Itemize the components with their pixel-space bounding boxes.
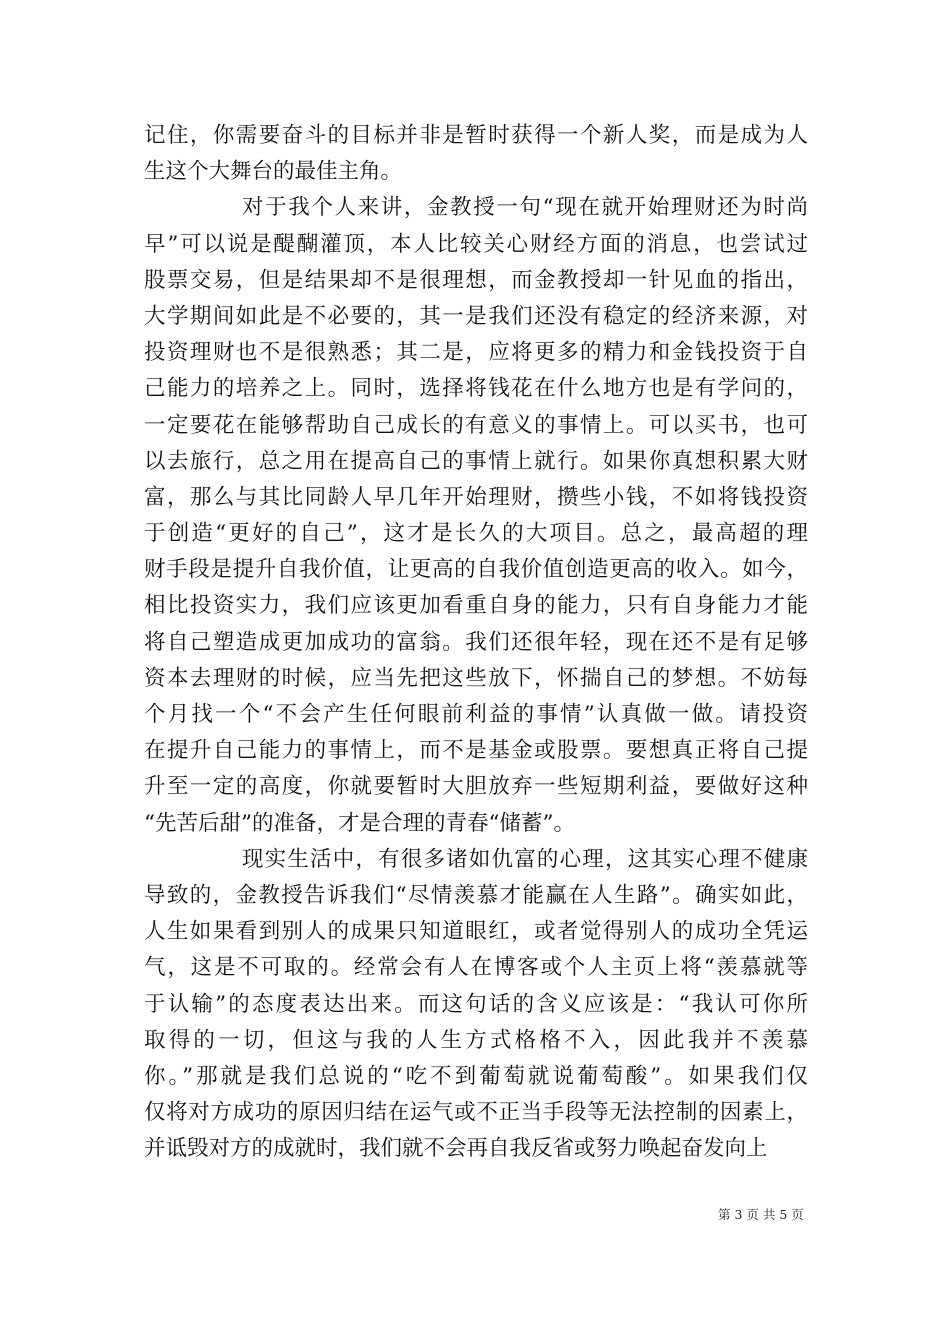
paragraph-3	[144, 842, 808, 1168]
text-line: 一定要花在能够帮助自己成长的有意义的事情上。可以买书，也可	[144, 412, 808, 438]
text-line: 早”可以说是醍醐灌顶，本人比较关心财经方面的消息，也尝试过	[144, 231, 808, 257]
text-line: 投资理财也不是很熟悉；其二是，应将更多的精力和金钱投资于自	[144, 340, 808, 366]
text-line: 现实生活中，有很多诸如仇富的心理，这其实心理不健康	[242, 846, 808, 872]
text-line: 相比投资实力，我们应该更加看重自身的能力，只有自身能力才能	[144, 593, 808, 619]
paragraph-1	[144, 118, 808, 190]
text-line: 你。”那就是我们总说的“吃不到葡萄就说葡萄酸”。如果我们仅	[144, 1063, 808, 1089]
text-line: 财手段是提升自我价值，让更高的自我价值创造更高的收入。如今，	[144, 557, 808, 583]
text-line: 记住，你需要奋斗的目标并非是暂时获得一个新人奖，而是成为人	[144, 123, 808, 148]
text-line: 于创造“更好的自己”，这才是长久的大项目。总之，最高超的理	[144, 521, 808, 547]
text-line: 取得的一切，但这与我的人生方式格格不入，因此我并不羡慕	[144, 1027, 808, 1053]
text-line: 在提升自己能力的事情上，而不是基金或股票。要想真正将自己提	[144, 738, 808, 764]
text-line: 并诋毁对方的成就时，我们就不会再自我反省或努力唤起奋发向上	[144, 1136, 768, 1162]
text-line: 仅将对方成功的原因归结在运气或不正当手段等无法控制的因素上，	[144, 1100, 808, 1126]
text-line: 生这个大舞台的最佳主角。	[144, 159, 403, 185]
text-line: 将自己塑造成更加成功的富翁。我们还很年轻，现在还不是有足够	[144, 629, 808, 655]
text-line: 股票交易，但是结果却不是很理想，而金教授却一针见血的指出，	[144, 267, 808, 293]
text-line: 气，这是不可取的。经常会有人在博客或个人主页上将“羡慕就等	[144, 955, 808, 981]
text-line: 资本去理财的时候，应当先把这些放下，怀揣自己的梦想。不妨每	[144, 665, 808, 691]
text-line: 人生如果看到别人的成果只知道眼红，或者觉得别人的成功全凭运	[144, 919, 808, 945]
paragraph-2	[144, 190, 808, 841]
document-body	[144, 118, 808, 1167]
page-footer: 第 3 页 共 5 页	[718, 1207, 804, 1222]
text-line: 升至一定的高度，你就要暂时大胆放弃一些短期利益，要做好这种	[144, 774, 808, 800]
text-line: 己能力的培养之上。同时，选择将钱花在什么地方也是有学问的，	[144, 376, 808, 402]
text-line: 大学期间如此是不必要的，其一是我们还没有稳定的经济来源，对	[144, 303, 808, 329]
text-line: 于认输”的态度表达出来。而这句话的含义应该是：“我认可你所	[144, 991, 808, 1017]
text-line: 个月找一个“不会产生任何眼前利益的事情”认真做一做。请投资	[144, 702, 808, 727]
text-line: “先苦后甜”的准备，才是合理的青春“储蓄”。	[144, 810, 575, 836]
text-line: 对于我个人来讲，金教授一句“现在就开始理财还为时尚	[242, 195, 808, 221]
text-line: 以去旅行，总之用在提高自己的事情上就行。如果你真想积累大财	[144, 448, 808, 474]
text-line: 富，那么与其比同龄人早几年开始理财，攒些小钱，不如将钱投资	[144, 484, 808, 510]
text-line: 导致的，金教授告诉我们“尽情羡慕才能赢在人生路”。确实如此，	[144, 882, 808, 908]
